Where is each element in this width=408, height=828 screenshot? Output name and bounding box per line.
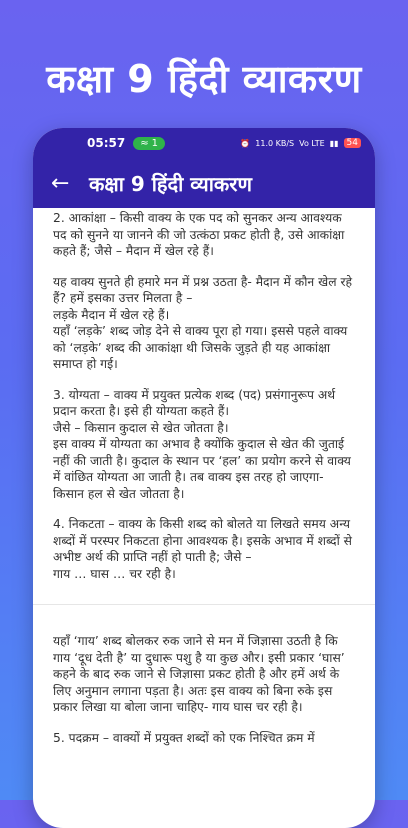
paragraph-akanksha: 2. आकांक्षा – किसी वाक्य के एक पद को सुनकर अन्य आवश्यक पद को सुनने या जानने की जो उत्कंठा प्रकट होती है, उसे आकांक्षा कहते हैं; जैसे – मैदान में खेल रहे हैं। xyxy=(53,211,345,258)
alarm-icon: ⏰ xyxy=(240,138,251,148)
wifi-icon: ≈ xyxy=(140,137,149,149)
section-divider xyxy=(33,604,375,605)
network-type: Vo LTE xyxy=(299,138,325,148)
promo-title: कक्षा 9 हिंदी व्याकरण xyxy=(46,57,362,101)
network-speed: 11.0 KB/S xyxy=(255,138,295,148)
status-icons xyxy=(240,138,361,148)
notification-pill xyxy=(133,137,165,150)
status-bar xyxy=(33,128,375,158)
signal-icon: ▮▮ xyxy=(329,138,339,148)
status-time: 05:57 xyxy=(87,136,126,150)
app-bar xyxy=(33,158,375,208)
phone-frame xyxy=(33,128,375,828)
paragraph-yogyata: 3. योग्यता – वाक्य में प्रयुक्त प्रत्येक शब्द (पद) प्रसंगानुरूप अर्थ प्रदान करता है। इसे ही योग्यता कहते हैं। जैसे – किसान कुदाल से खेत जोतता है। इस वाक्य में योग्यता का अभाव है क्योंकि कुदाल से खेत की जुताई नहीं की जाती है। कुदाल के स्थान पर ‘हल’ का प्रयोग करने से वाक्य में वांछित योग्यता आ जाती है। तब वाक्य इस तरह हो जाएगा- किसान हल से खेत जोतता है। xyxy=(53,387,351,501)
battery-level: 54 xyxy=(344,138,361,148)
paragraph-akanksha-example: यह वाक्य सुनते ही हमारे मन में प्रश्न उठता है- मैदान में कौन खेल रहे हैं? हमें इसका उत्तर मिलता है – लड़के मैदान में खेल रहे हैं। यहाँ ‘लड़के’ शब्द जोड़ देने से वाक्य पूरा हो गया। इससे पहले वाक्य को ‘लड़के’ शब्द की आकांक्षा थी जिसके जुड़ते ही यह आकांक्षा समाप्त हो गई। xyxy=(53,274,352,371)
paragraph-padkram: 5. पदक्रम – वाक्यों में प्रयुक्त शब्दों को एक निश्चित क्रम में xyxy=(53,730,315,745)
article-content[interactable] xyxy=(33,208,375,746)
paragraph-nikatata: 4. निकटता – वाक्य के किसी शब्द को बोलते या लिखते समय अन्य शब्दों में परस्पर निकटता होना आवश्यक है। इसके अभाव में शब्दों से अभीष्ट अर्थ की प्राप्ति नहीं हो पाती है; जैसे – गाय … घास … चर रही है। xyxy=(53,517,352,581)
paragraph-nikatata-explanation: यहाँ ‘गाय’ शब्द बोलकर रुक जाने से मन में जिज्ञासा उठती है कि गाय ‘दूध देती है’ या दुधारू पशु है या कुछ और। इसी प्रकार ‘घास’ कहने के बाद रुक जाने से जिज्ञासा प्रकट होती है और हमें अर्थ के लिए अनुमान लगाना पड़ता है। अतः इस वाक्य को बिना रुके इस प्रकार लिखा या बोला जाना चाहिए- गाय घास चर रही है। xyxy=(53,634,345,714)
app-bar-title: कक्षा 9 हिंदी व्याकरण xyxy=(89,171,252,196)
back-arrow-icon[interactable]: ← xyxy=(51,170,70,196)
notification-count: 1 xyxy=(151,137,158,149)
